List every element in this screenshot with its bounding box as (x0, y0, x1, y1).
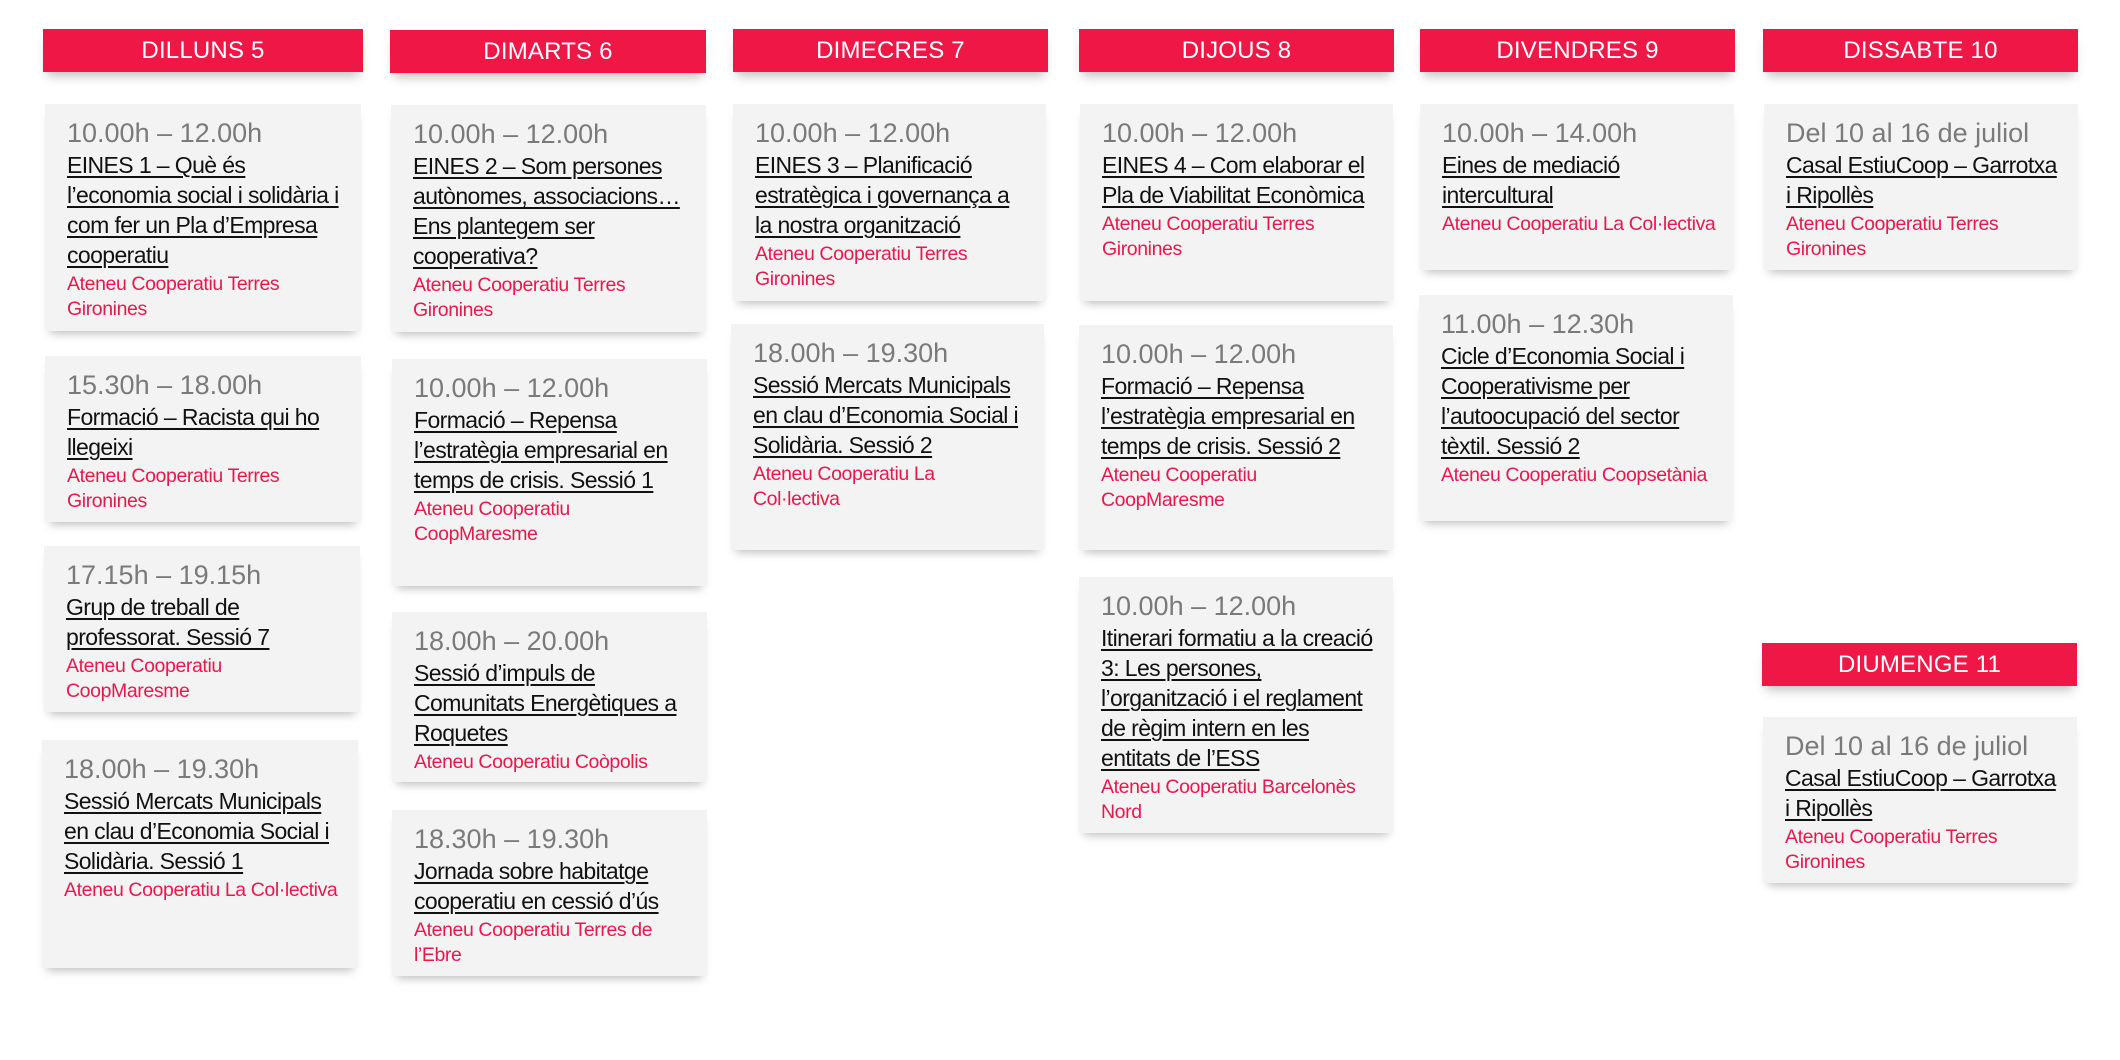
event-title-link[interactable]: EINES 1 – Què és l’economia social i solidària i com fer un Pla d’Empresa cooperatiu (67, 152, 339, 268)
day-header-dijous: DIJOUS 8 (1079, 29, 1394, 72)
event-title-link[interactable]: Cicle d’Economia Social i Cooperativisme per l’autoocupació del sector tèxtil. Sessió 2 (1441, 343, 1685, 459)
event-title-link[interactable]: EINES 4 – Com elaborar el Pla de Viabilitat Econòmica (1102, 152, 1365, 208)
event-organizer: Ateneu Cooperatiu CoopMaresme (1101, 464, 1257, 511)
event-title-link[interactable]: Formació – Repensa l’estratègia empresarial en temps de crisis. Sessió 2 (1101, 373, 1355, 459)
event-organizer: Ateneu Cooperatiu La Col·lectiva (1442, 213, 1716, 235)
event-organizer: Ateneu Cooperatiu Terres Gironines (755, 243, 968, 290)
day-header-divendres: DIVENDRES 9 (1420, 29, 1735, 72)
event-card[interactable] (1420, 104, 1734, 270)
event-card[interactable] (45, 104, 361, 331)
event-card[interactable] (1419, 295, 1733, 521)
event-time: Del 10 al 16 de juliol (1785, 731, 2029, 761)
event-card[interactable] (392, 810, 707, 976)
event-time: 10.00h – 12.00h (1102, 118, 1298, 148)
event-card[interactable] (731, 324, 1044, 550)
event-time: 18.30h – 19.30h (414, 824, 610, 854)
event-card[interactable] (733, 104, 1046, 301)
event-card[interactable] (392, 612, 707, 782)
event-time: 18.00h – 19.30h (753, 338, 949, 368)
event-title-link[interactable]: Casal EstiuCoop – Garrotxa i Ripollès (1785, 765, 2056, 821)
event-time: 10.00h – 12.00h (1101, 591, 1297, 621)
event-organizer: Ateneu Cooperatiu Coòpolis (414, 751, 648, 773)
event-title-link[interactable]: EINES 3 – Planificació estratègica i governança a la nostra organització (755, 152, 1010, 238)
event-time: 18.00h – 20.00h (414, 626, 610, 656)
event-organizer: Ateneu Cooperatiu Terres Gironines (1785, 826, 1998, 873)
event-organizer: Ateneu Cooperatiu Terres Gironines (1786, 213, 1999, 260)
event-card[interactable] (1763, 717, 2077, 883)
event-time: 18.00h – 19.30h (64, 754, 260, 784)
event-title-link[interactable]: Casal EstiuCoop – Garrotxa i Ripollès (1786, 152, 2057, 208)
event-title-link[interactable]: Sessió Mercats Municipals en clau d’Economia Social i Solidària. Sessió 1 (64, 788, 330, 874)
event-title-link[interactable]: Formació – Racista qui ho llegeixi (67, 404, 320, 460)
event-organizer: Ateneu Cooperatiu Terres Gironines (67, 273, 280, 320)
event-card[interactable] (391, 105, 706, 332)
event-time: 11.00h – 12.30h (1441, 309, 1635, 339)
event-title-link[interactable]: Grup de treball de professorat. Sessió 7 (66, 594, 270, 650)
event-organizer: Ateneu Cooperatiu Coopsetània (1441, 464, 1707, 486)
day-header-dilluns: DILLUNS 5 (43, 29, 363, 72)
event-organizer: Ateneu Cooperatiu Terres Gironines (67, 465, 280, 512)
event-time: Del 10 al 16 de juliol (1786, 118, 2030, 148)
event-card[interactable] (1764, 104, 2078, 270)
event-time: 10.00h – 12.00h (1101, 339, 1297, 369)
event-organizer: Ateneu Cooperatiu Terres Gironines (413, 274, 626, 321)
event-time: 10.00h – 12.00h (413, 119, 609, 149)
event-organizer: Ateneu Cooperatiu La Col·lectiva (753, 463, 935, 510)
event-card[interactable] (42, 740, 358, 968)
event-title-link[interactable]: Itinerari formatiu a la creació 3: Les persones, l’organització i el reglament de règim intern en les entitats de l’ESS (1101, 625, 1373, 771)
event-title-link[interactable]: Formació – Repensa l’estratègia empresarial en temps de crisis. Sessió 1 (414, 407, 668, 493)
day-header-dissabte: DISSABTE 10 (1763, 29, 2078, 72)
event-organizer: Ateneu Cooperatiu Barcelonès Nord (1101, 776, 1356, 823)
event-time: 17.15h – 19.15h (66, 560, 262, 590)
event-title-link[interactable]: Eines de mediació intercultural (1442, 152, 1620, 208)
event-organizer: Ateneu Cooperatiu Terres Gironines (1102, 213, 1315, 260)
event-time: 10.00h – 14.00h (1442, 118, 1638, 148)
event-card[interactable] (1079, 325, 1393, 550)
event-card[interactable] (45, 356, 361, 522)
day-header-dimecres: DIMECRES 7 (733, 29, 1048, 72)
event-title-link[interactable]: EINES 2 – Som persones autònomes, associacions… Ens plantegem ser cooperativa? (413, 153, 680, 269)
event-time: 10.00h – 12.00h (414, 373, 610, 403)
event-card[interactable] (44, 546, 360, 712)
event-organizer: Ateneu Cooperatiu CoopMaresme (414, 498, 570, 545)
event-organizer: Ateneu Cooperatiu La Col·lectiva (64, 879, 338, 901)
day-header-diumenge: DIUMENGE 11 (1762, 643, 2077, 686)
event-time: 10.00h – 12.00h (67, 118, 263, 148)
event-title-link[interactable]: Jornada sobre habitatge cooperatiu en cessió d’ús (414, 858, 659, 914)
event-title-link[interactable]: Sessió d’impuls de Comunitats Energètiques a Roquetes (414, 660, 677, 746)
event-card[interactable] (1079, 577, 1393, 833)
event-organizer: Ateneu Cooperatiu Terres de l’Ebre (414, 919, 653, 966)
event-title-link[interactable]: Sessió Mercats Municipals en clau d’Economia Social i Solidària. Sessió 2 (753, 372, 1019, 458)
event-time: 15.30h – 18.00h (67, 370, 263, 400)
event-card[interactable] (392, 359, 707, 586)
day-header-dimarts: DIMARTS 6 (390, 30, 706, 73)
event-time: 10.00h – 12.00h (755, 118, 951, 148)
event-organizer: Ateneu Cooperatiu CoopMaresme (66, 655, 222, 702)
event-card[interactable] (1080, 104, 1393, 301)
